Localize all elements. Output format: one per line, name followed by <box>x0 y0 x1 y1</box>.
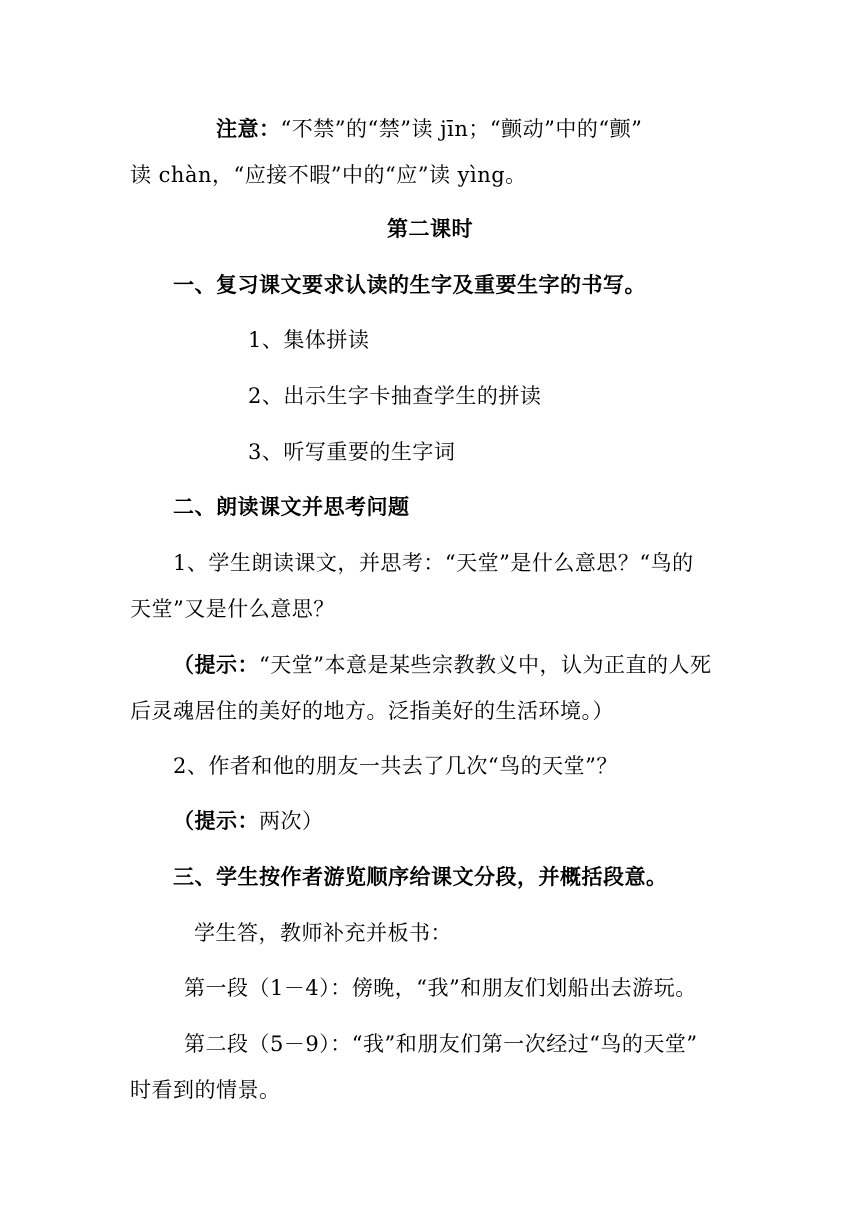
section-3-intro: 学生答，教师补充并板书： <box>194 921 452 945</box>
hint-label: （提示： <box>173 652 259 677</box>
list-item: 3、听写重要的生字词 <box>248 440 456 464</box>
section-3-heading: 三、学生按作者游览顺序给课文分段，并概括段意。 <box>173 864 668 889</box>
note-line-1 <box>216 114 642 144</box>
question-2: 2、作者和他的朋友一共去了几次“鸟的天堂”？ <box>173 754 618 778</box>
hint-label: （提示： <box>173 808 259 833</box>
note-text: “不禁”的“禁”读 jīn；“颤动”中的“颤” <box>280 117 643 141</box>
hint-text: “天堂”本意是某些宗教教义中，认为正直的人死 <box>259 653 712 677</box>
question-1-line-1: 1、学生朗读课文，并思考：“天堂”是什么意思？“鸟的 <box>173 551 694 575</box>
section-2-heading: 二、朗读课文并思考问题 <box>173 494 410 519</box>
paragraph-1: 第一段（1－4）：傍晚，“我”和朋友们划船出去游玩。 <box>184 976 697 1000</box>
hint-1-line-2: 后灵魂居住的美好的地方。泛指美好的生活环境。） <box>130 699 614 723</box>
section-1-heading: 一、复习课文要求认读的生字及重要生字的书写。 <box>173 272 646 297</box>
hint-1-line-1 <box>173 650 711 680</box>
paragraph-2-line-1: 第二段（5－9）：“我”和朋友们第一次经过“鸟的天堂” <box>184 1032 698 1056</box>
note-label: 注意： <box>216 116 281 141</box>
question-1-line-2: 天堂”又是什么意思？ <box>130 597 335 621</box>
lesson-title: 第二课时 <box>387 216 473 241</box>
list-item: 1、集体拼读 <box>248 328 370 352</box>
note-line-2: 读 chàn，“应接不暇”中的“应”读 yìng。 <box>130 163 527 187</box>
hint-text: 两次） <box>259 809 324 833</box>
list-item: 2、出示生字卡抽查学生的拼读 <box>248 384 542 408</box>
hint-2 <box>173 806 324 836</box>
paragraph-2-line-2: 时看到的情景。 <box>130 1078 281 1102</box>
